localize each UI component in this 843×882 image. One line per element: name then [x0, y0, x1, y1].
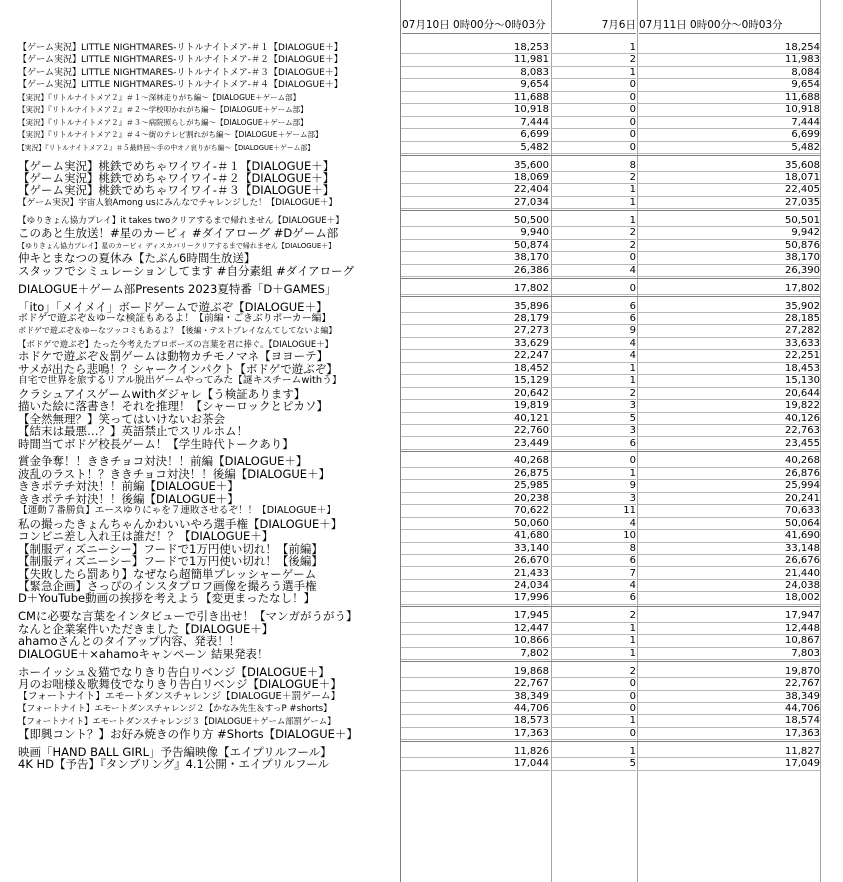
views-0706-cell[interactable]: 2	[552, 227, 636, 239]
views-0706-cell[interactable]: 0	[552, 728, 636, 740]
views-0710-cell[interactable]: 17,802	[401, 283, 550, 295]
views-0706-cell[interactable]: 5	[552, 413, 636, 425]
video-title-cell[interactable]: 【ボドゲで遊ぶぞ】たった今考えたプロポーズの言葉を君に捧ぐ。【DIALOGUE＋】	[18, 338, 333, 349]
views-0710-cell[interactable]: 25,985	[401, 480, 550, 492]
views-0711-cell[interactable]: 38,349	[638, 691, 820, 703]
table-row[interactable]	[0, 413, 843, 425]
views-0710-cell[interactable]: 22,247	[401, 350, 550, 362]
table-row[interactable]	[0, 265, 843, 277]
views-0711-cell[interactable]: 20,644	[638, 388, 820, 400]
views-0711-cell[interactable]: 15,130	[638, 375, 820, 387]
views-0711-cell[interactable]: 11,983	[638, 54, 820, 66]
video-title-cell[interactable]: 【ゲーム実況】宇宙人狼Among usにみんなでチャレンジした！【DIALOGUE＋】	[18, 197, 338, 208]
views-0706-cell[interactable]: 2	[552, 388, 636, 400]
views-0710-cell[interactable]: 18,253	[401, 42, 550, 54]
table-row[interactable]	[0, 530, 843, 542]
views-0706-cell[interactable]: 0	[552, 117, 636, 129]
views-0706-cell[interactable]: 2	[552, 610, 636, 622]
table-row[interactable]	[0, 240, 843, 252]
views-0706-cell[interactable]: 1	[552, 363, 636, 375]
video-title-cell[interactable]: 【フォートナイト】エモートダンスチャレンジ２【かなみ先生＆すっP #shorts】	[18, 704, 332, 714]
views-0710-cell[interactable]: 27,273	[401, 325, 550, 337]
views-0711-cell[interactable]: 23,455	[638, 438, 820, 450]
views-0711-cell[interactable]: 22,767	[638, 678, 820, 690]
header-col-a[interactable]: 07月10日 0時00分～0時03分	[402, 17, 550, 34]
views-0710-cell[interactable]: 6,699	[401, 129, 550, 141]
views-0710-cell[interactable]: 40,121	[401, 413, 550, 425]
table-row[interactable]	[0, 610, 843, 622]
views-0710-cell[interactable]: 10,918	[401, 104, 550, 116]
table-row[interactable]	[0, 54, 843, 66]
views-0711-cell[interactable]: 19,822	[638, 400, 820, 412]
views-0706-cell[interactable]: 4	[552, 350, 636, 362]
table-row[interactable]	[0, 104, 843, 116]
views-0711-cell[interactable]: 9,654	[638, 79, 820, 91]
group-separator	[400, 606, 820, 609]
views-0706-cell[interactable]: 1	[552, 67, 636, 79]
video-title-cell[interactable]: ききポテチ対決！！前編【DIALOGUE＋】	[18, 480, 239, 493]
video-title-cell[interactable]: 月のお咄様＆歌舞伎でなりきり告白リベンジ【DIALOGUE＋】	[18, 678, 342, 691]
table-row[interactable]	[0, 666, 843, 678]
video-title-cell[interactable]: 私の撮ったきょんちゃんかわいいやろ選手権【DIALOGUE＋】	[18, 517, 343, 531]
views-0710-cell[interactable]: 5,482	[401, 142, 550, 154]
views-0706-cell[interactable]: 0	[552, 92, 636, 104]
views-0711-cell[interactable]: 26,390	[638, 265, 820, 277]
views-0706-cell[interactable]: 1	[552, 468, 636, 480]
views-0711-cell[interactable]: 33,633	[638, 338, 820, 350]
video-title-cell[interactable]: 自宅で世界を旅するリアル脱出ゲームやってみた【謎キスチームwithう】	[18, 375, 342, 387]
views-0710-cell[interactable]: 35,896	[401, 301, 550, 313]
video-title-cell[interactable]: 【制服ディズニーシー】フードで1万円使い切れ！【後編】	[18, 555, 323, 568]
video-title-cell[interactable]: 【ゲーム実況】LITTLE NIGHTMARES-リトルナイトメア-＃２【DIALOGUE＋】	[18, 55, 343, 66]
video-title-cell[interactable]: 【ゲーム実況】LITTLE NIGHTMARES-リトルナイトメア-＃１【DIALOGUE＋】	[18, 43, 343, 53]
table-row[interactable]	[0, 505, 843, 517]
video-title-cell[interactable]: 【フォートナイト】エモートダンスチャレンジ３【DIALOGUE＋ゲーム部罰ゲーム】	[18, 716, 336, 727]
views-0710-cell[interactable]: 33,629	[401, 338, 550, 350]
views-0706-cell[interactable]: 2	[552, 240, 636, 252]
views-0706-cell[interactable]: 2	[552, 54, 636, 66]
group-separator	[400, 741, 820, 744]
views-0711-cell[interactable]: 6,699	[638, 129, 820, 141]
video-title-cell[interactable]: 時間当てボドゲ校長ゲーム！【学生時代トークあり】	[18, 437, 294, 450]
video-title-cell[interactable]: 波乱のラスト！？ききチョコ対決！！後編【DIALOGUE＋】	[18, 467, 331, 481]
views-0706-cell[interactable]: 1	[552, 184, 636, 196]
views-0711-cell[interactable]: 40,268	[638, 455, 820, 467]
views-0710-cell[interactable]: 17,996	[401, 592, 550, 604]
video-title-cell[interactable]: 【実況】『リトルナイトメア２』＃２～学校叩かれがち編～【DIALOGUE＋ゲーム部】	[18, 105, 308, 115]
table-row[interactable]	[0, 184, 843, 196]
video-title-cell[interactable]: 「ito」「メイメイ」ボードゲームで遊ぶぞ【DIALOGUE＋】	[18, 300, 328, 313]
views-0710-cell[interactable]: 17,945	[401, 610, 550, 622]
views-0706-cell[interactable]: 6	[552, 313, 636, 325]
views-0711-cell[interactable]: 17,947	[638, 610, 820, 622]
video-title-cell[interactable]: 【フォートナイト】エモートダンスチャレンジ【DIALOGUE＋罰ゲーム】	[18, 690, 341, 702]
table-row[interactable]	[0, 363, 843, 375]
views-0711-cell[interactable]: 5,482	[638, 142, 820, 154]
views-0706-cell[interactable]: 9	[552, 325, 636, 337]
views-0710-cell[interactable]: 26,386	[401, 265, 550, 277]
views-0710-cell[interactable]: 17,044	[401, 758, 550, 770]
views-0711-cell[interactable]: 38,170	[638, 252, 820, 264]
views-0710-cell[interactable]: 38,170	[401, 252, 550, 264]
views-0706-cell[interactable]: 0	[552, 678, 636, 690]
video-title-cell[interactable]: ききポテチ対決！！後編【DIALOGUE＋】	[18, 492, 239, 506]
views-0706-cell[interactable]: 0	[552, 79, 636, 91]
group-separator	[400, 661, 820, 664]
table-row[interactable]	[0, 400, 843, 412]
views-0711-cell[interactable]: 35,608	[638, 160, 820, 172]
views-0706-cell[interactable]: 3	[552, 400, 636, 412]
views-0710-cell[interactable]: 70,622	[401, 505, 550, 517]
views-0706-cell[interactable]: 0	[552, 703, 636, 715]
group-separator	[400, 278, 820, 281]
table-row[interactable]	[0, 728, 843, 740]
views-0710-cell[interactable]: 11,826	[401, 746, 550, 758]
views-0706-cell[interactable]: 4	[552, 265, 636, 277]
views-0710-cell[interactable]: 7,802	[401, 648, 550, 660]
table-row[interactable]	[0, 197, 843, 209]
views-0710-cell[interactable]: 15,129	[401, 375, 550, 387]
views-0706-cell[interactable]: 1	[552, 746, 636, 758]
views-0711-cell[interactable]: 22,763	[638, 425, 820, 437]
views-0710-cell[interactable]: 11,981	[401, 54, 550, 66]
views-0711-cell[interactable]: 24,038	[638, 580, 820, 592]
views-0706-cell[interactable]: 4	[552, 518, 636, 530]
video-title-cell[interactable]: 【ゆりきょん協力プレイ】星のカービィ ディスカバリークリアするまで帰れません【DIALOGUE＋】	[18, 241, 336, 250]
views-0711-cell[interactable]: 12,448	[638, 623, 820, 635]
video-title-cell[interactable]: 【ゲーム実況】桃鉄でめちゃワイワイ-＃３【DIALOGUE＋】	[18, 184, 335, 197]
views-0706-cell[interactable]: 1	[552, 42, 636, 54]
group-separator	[400, 210, 820, 213]
table-row[interactable]	[0, 252, 843, 264]
header-col-c[interactable]: 07月11日 0時00分～0時03分	[639, 17, 820, 34]
video-title-cell[interactable]: 4K HD【予告】『タンブリング』4.1公開・エイプリルフール	[18, 758, 329, 771]
video-title-cell[interactable]: 【即興コント？】お好み焼きの作り方 #Shorts【DIALOGUE＋】	[18, 727, 358, 741]
group-separator	[400, 155, 820, 158]
views-0710-cell[interactable]: 38,349	[401, 691, 550, 703]
views-0711-cell[interactable]: 7,444	[638, 117, 820, 129]
views-0710-cell[interactable]: 50,060	[401, 518, 550, 530]
views-0711-cell[interactable]: 25,994	[638, 480, 820, 492]
views-0710-cell[interactable]: 18,452	[401, 363, 550, 375]
table-row[interactable]	[0, 172, 843, 184]
table-row[interactable]	[0, 313, 843, 325]
views-0711-cell[interactable]: 18,254	[638, 42, 820, 54]
video-title-cell[interactable]: 賞金争奪！！ききチョコ対決！！前編【DIALOGUE＋】	[18, 455, 308, 468]
views-0706-cell[interactable]: 4	[552, 580, 636, 592]
table-row[interactable]	[0, 648, 843, 660]
views-0706-cell[interactable]: 10	[552, 530, 636, 542]
video-title-cell[interactable]: 【ゆりきょん協力プレイ】it takes twoクリアするまで帰れません【DIALOGUE＋】	[18, 215, 344, 226]
views-0711-cell[interactable]: 21,440	[638, 568, 820, 580]
video-title-cell[interactable]: 【実況】『リトルナイトメア２』＃１～深林走りがち編～【DIALOGUE＋ゲーム部】	[18, 92, 301, 102]
video-title-cell[interactable]: 【実況】『リトルナイトメア２』＃５最終回～手の中オノ哀りがち編～【DIALOGUE＋ゲーム部】	[18, 143, 315, 152]
views-0706-cell[interactable]: 8	[552, 160, 636, 172]
views-0706-cell[interactable]: 11	[552, 505, 636, 517]
views-0710-cell[interactable]: 8,083	[401, 67, 550, 79]
views-0711-cell[interactable]: 18,002	[638, 592, 820, 604]
views-0710-cell[interactable]: 9,940	[401, 227, 550, 239]
table-row[interactable]	[0, 388, 843, 400]
views-0710-cell[interactable]: 50,874	[401, 240, 550, 252]
group-separator	[400, 451, 820, 454]
views-0706-cell[interactable]: 7	[552, 568, 636, 580]
views-0706-cell[interactable]: 0	[552, 283, 636, 295]
views-0710-cell[interactable]: 18,573	[401, 715, 550, 727]
video-title-cell[interactable]: コンビニ差し入れ王は誰だ！？【DIALOGUE＋】	[18, 530, 274, 543]
video-title-cell[interactable]: CMに必要な言葉をインタビューで引き出せ！【マンガがうがう】	[18, 610, 358, 623]
views-0706-cell[interactable]: 1	[552, 715, 636, 727]
video-title-cell[interactable]: D＋YouTube動画の挨拶を考えよう【変更まったなし！】	[18, 592, 316, 605]
table-row[interactable]	[0, 715, 843, 727]
table-row[interactable]	[0, 691, 843, 703]
views-0706-cell[interactable]: 3	[552, 493, 636, 505]
table-row[interactable]	[0, 227, 843, 239]
table-row[interactable]	[0, 283, 843, 295]
views-0706-cell[interactable]: 1	[552, 375, 636, 387]
video-title-cell[interactable]: このあと生放送！#星のカービィ #ダイアローグ #Dゲーム部	[18, 227, 339, 240]
table-row[interactable]	[0, 338, 843, 350]
video-title-cell[interactable]: ホドケで遊ぶぞ＆罰ゲームは動物カチモノマネ【ヨヨーテ】	[18, 350, 329, 363]
views-0710-cell[interactable]: 26,670	[401, 555, 550, 567]
video-title-cell[interactable]: ホーイッシュ＆猫でなりきり告白リベンジ【DIALOGUE＋】	[18, 665, 330, 679]
views-0710-cell[interactable]: 7,444	[401, 117, 550, 129]
views-0710-cell[interactable]: 17,363	[401, 728, 550, 740]
views-0706-cell[interactable]: 0	[552, 129, 636, 141]
views-0710-cell[interactable]: 24,034	[401, 580, 550, 592]
table-row[interactable]	[0, 438, 843, 450]
views-0706-cell[interactable]: 0	[552, 691, 636, 703]
views-0711-cell[interactable]: 18,574	[638, 715, 820, 727]
views-0711-cell[interactable]: 50,501	[638, 215, 820, 227]
views-0706-cell[interactable]: 6	[552, 592, 636, 604]
table-row[interactable]	[0, 678, 843, 690]
views-0706-cell[interactable]: 1	[552, 197, 636, 209]
views-0706-cell[interactable]: 2	[552, 172, 636, 184]
views-0711-cell[interactable]: 44,706	[638, 703, 820, 715]
views-0710-cell[interactable]: 20,642	[401, 388, 550, 400]
table-row[interactable]	[0, 703, 843, 715]
views-0711-cell[interactable]: 18,071	[638, 172, 820, 184]
video-title-cell[interactable]: ボドゲで遊ぶぞ＆ゆーなツッコミもあるよ？【後編・テストプレイなんてしてないよ編】	[18, 326, 337, 336]
views-0710-cell[interactable]: 19,868	[401, 666, 550, 678]
table-row[interactable]	[0, 623, 843, 635]
views-0710-cell[interactable]: 23,449	[401, 438, 550, 450]
views-0710-cell[interactable]: 19,819	[401, 400, 550, 412]
video-title-cell[interactable]: 【ゲーム実況】桃鉄でめちゃワイワイ-＃１【DIALOGUE＋】	[18, 159, 335, 172]
views-0706-cell[interactable]: 1	[552, 623, 636, 635]
views-0711-cell[interactable]: 22,405	[638, 184, 820, 196]
views-0711-cell[interactable]: 7,803	[638, 648, 820, 660]
table-row[interactable]	[0, 468, 843, 480]
table-row[interactable]	[0, 580, 843, 592]
video-title-cell[interactable]: 【運動７番勝負】エースゆりにゃを７連敗させるぞ！！【DIALOGUE＋】	[18, 505, 336, 517]
table-row[interactable]	[0, 518, 843, 530]
views-0711-cell[interactable]: 11,827	[638, 746, 820, 758]
views-0711-cell[interactable]: 33,148	[638, 543, 820, 555]
views-0706-cell[interactable]: 6	[552, 555, 636, 567]
views-0706-cell[interactable]: 1	[552, 635, 636, 647]
video-title-cell[interactable]: 映画「HAND BALL GIRL」予告編映像【エイプリルフール】	[18, 745, 332, 759]
views-0706-cell[interactable]: 9	[552, 480, 636, 492]
views-0706-cell[interactable]: 0	[552, 455, 636, 467]
views-0710-cell[interactable]: 9,654	[401, 79, 550, 91]
views-0706-cell[interactable]: 8	[552, 543, 636, 555]
video-title-cell[interactable]: 【全然無理？】笑ってはいけないお茶会	[18, 412, 225, 426]
views-0710-cell[interactable]: 22,404	[401, 184, 550, 196]
views-0706-cell[interactable]: 0	[552, 252, 636, 264]
table-row[interactable]	[0, 129, 843, 141]
views-0710-cell[interactable]: 12,447	[401, 623, 550, 635]
table-row[interactable]	[0, 325, 843, 337]
table-row[interactable]	[0, 42, 843, 54]
video-title-cell[interactable]: クラシュアイスゲームwithダジャレ【う検証あります】	[18, 387, 306, 401]
views-0711-cell[interactable]: 18,453	[638, 363, 820, 375]
video-title-cell[interactable]: 【ゲーム実況】LITTLE NIGHTMARES-リトルナイトメア-＃４【DIALOGUE＋】	[18, 80, 343, 91]
views-0711-cell[interactable]: 19,870	[638, 666, 820, 678]
video-title-cell[interactable]: 仲キとまなつの夏休み【たぶん6時間生放送】	[18, 252, 256, 265]
views-0706-cell[interactable]: 6	[552, 438, 636, 450]
views-0706-cell[interactable]: 4	[552, 338, 636, 350]
views-0711-cell[interactable]: 50,064	[638, 518, 820, 530]
video-title-cell[interactable]: DIALOGUE＋ゲーム部Presents 2023夏特番「D＋GAMES」	[18, 282, 337, 296]
table-row[interactable]	[0, 493, 843, 505]
views-0710-cell[interactable]: 33,140	[401, 543, 550, 555]
views-0710-cell[interactable]: 22,760	[401, 425, 550, 437]
video-title-cell[interactable]: 【制服ディズニーシー】フードで1万円使い切れ！【前編】	[18, 542, 323, 556]
video-title-cell[interactable]: なんと企業案件いただきました【DIALOGUE＋】	[18, 622, 274, 636]
table-row[interactable]	[0, 215, 843, 227]
video-title-cell[interactable]: ahamoさんとのタイアップ内容、発表！！	[18, 635, 241, 648]
video-title-cell[interactable]: 【実況】『リトルナイトメア２』＃３～病院照らしがち編～【DIALOGUE＋ゲーム部】	[18, 117, 308, 127]
table-row[interactable]	[0, 758, 843, 770]
video-title-cell[interactable]: 【ゲーム実況】桃鉄でめちゃワイワイ-＃２【DIALOGUE＋】	[18, 172, 335, 185]
views-0711-cell[interactable]: 11,688	[638, 92, 820, 104]
views-0710-cell[interactable]: 40,268	[401, 455, 550, 467]
views-0711-cell[interactable]: 17,363	[638, 728, 820, 740]
views-0711-cell[interactable]: 17,049	[638, 758, 820, 770]
views-0710-cell[interactable]: 28,179	[401, 313, 550, 325]
views-0710-cell[interactable]: 35,600	[401, 160, 550, 172]
views-0706-cell[interactable]: 5	[552, 758, 636, 770]
views-0711-cell[interactable]: 8,084	[638, 67, 820, 79]
views-0710-cell[interactable]: 20,238	[401, 493, 550, 505]
views-0710-cell[interactable]: 11,688	[401, 92, 550, 104]
views-0706-cell[interactable]: 6	[552, 301, 636, 313]
table-row[interactable]	[0, 375, 843, 387]
table-row[interactable]	[0, 350, 843, 362]
views-0711-cell[interactable]: 20,241	[638, 493, 820, 505]
table-row[interactable]	[0, 635, 843, 647]
views-0710-cell[interactable]: 18,069	[401, 172, 550, 184]
views-0711-cell[interactable]: 40,126	[638, 413, 820, 425]
views-0710-cell[interactable]: 21,433	[401, 568, 550, 580]
video-title-cell[interactable]: 【結末は最悪…？】英語禁止でスリルホム！	[18, 425, 248, 438]
table-row[interactable]	[0, 117, 843, 129]
video-title-cell[interactable]: 描いた絵に落書き！それを推理！【シャーロックとピカソ】	[18, 400, 329, 413]
table-row[interactable]	[0, 480, 843, 492]
views-0711-cell[interactable]: 28,185	[638, 313, 820, 325]
views-0711-cell[interactable]: 35,902	[638, 301, 820, 313]
table-row[interactable]	[0, 746, 843, 758]
video-title-cell[interactable]: 【実況】『リトルナイトメア２』＃４～街のテレビ割れがち編～【DIALOGUE＋ゲーム部】	[18, 130, 323, 140]
views-0710-cell[interactable]: 44,706	[401, 703, 550, 715]
table-row[interactable]	[0, 79, 843, 91]
table-row[interactable]	[0, 592, 843, 604]
views-0711-cell[interactable]: 26,676	[638, 555, 820, 567]
views-0711-cell[interactable]: 26,876	[638, 468, 820, 480]
table-row[interactable]	[0, 555, 843, 567]
group-separator	[400, 296, 820, 299]
header-col-b[interactable]: 7月6日	[552, 17, 636, 34]
views-0706-cell[interactable]: 0	[552, 142, 636, 154]
views-0710-cell[interactable]: 22,767	[401, 678, 550, 690]
video-title-cell[interactable]: スタッフでシミュレーションしてます #自分素組 #ダイアローグ	[18, 264, 355, 278]
views-0711-cell[interactable]: 27,035	[638, 197, 820, 209]
views-0711-cell[interactable]: 70,633	[638, 505, 820, 517]
views-0706-cell[interactable]: 1	[552, 648, 636, 660]
views-0706-cell[interactable]: 3	[552, 425, 636, 437]
views-0706-cell[interactable]: 0	[552, 104, 636, 116]
table-row[interactable]	[0, 425, 843, 437]
views-0711-cell[interactable]: 27,282	[638, 325, 820, 337]
views-0711-cell[interactable]: 50,876	[638, 240, 820, 252]
video-title-cell[interactable]: 【緊急企画】さっぴのインスタプロフ画像を撮ろう選手権	[18, 579, 317, 593]
video-title-cell[interactable]: DIALOGUE＋×ahamoキャンペーン 結果発表！	[18, 647, 269, 661]
video-title-cell[interactable]: 【ゲーム実況】LITTLE NIGHTMARES-リトルナイトメア-＃３【DIALOGUE＋】	[18, 67, 343, 78]
views-0706-cell[interactable]: 1	[552, 215, 636, 227]
views-0711-cell[interactable]: 9,942	[638, 227, 820, 239]
video-title-cell[interactable]: サメが出たら悲鳴！？シャークインパクト【ボドゲで遊ぶぞ】	[18, 362, 338, 376]
table-row[interactable]	[0, 568, 843, 580]
table-row[interactable]	[0, 455, 843, 467]
views-0711-cell[interactable]: 10,867	[638, 635, 820, 647]
views-0710-cell[interactable]: 50,500	[401, 215, 550, 227]
views-0711-cell[interactable]: 10,918	[638, 104, 820, 116]
table-row[interactable]	[0, 67, 843, 79]
views-0711-cell[interactable]: 17,802	[638, 283, 820, 295]
views-0710-cell[interactable]: 10,866	[401, 635, 550, 647]
views-0711-cell[interactable]: 41,690	[638, 530, 820, 542]
views-0706-cell[interactable]: 2	[552, 666, 636, 678]
table-row[interactable]	[0, 301, 843, 313]
table-row[interactable]	[0, 92, 843, 104]
video-title-cell[interactable]: ボドゲで遊ぶぞ＆ゆーな検証もあるよ！【前編・ごきぶりポーカー編】	[18, 313, 332, 324]
table-row[interactable]	[0, 160, 843, 172]
table-row[interactable]	[0, 543, 843, 555]
video-title-cell[interactable]: 【失敗したら罰あり】なぜなら超簡単プレッシャーゲーム	[18, 567, 317, 580]
views-0710-cell[interactable]: 26,875	[401, 468, 550, 480]
table-row[interactable]	[0, 142, 843, 154]
views-0710-cell[interactable]: 41,680	[401, 530, 550, 542]
views-0711-cell[interactable]: 22,251	[638, 350, 820, 362]
views-0710-cell[interactable]: 27,034	[401, 197, 550, 209]
